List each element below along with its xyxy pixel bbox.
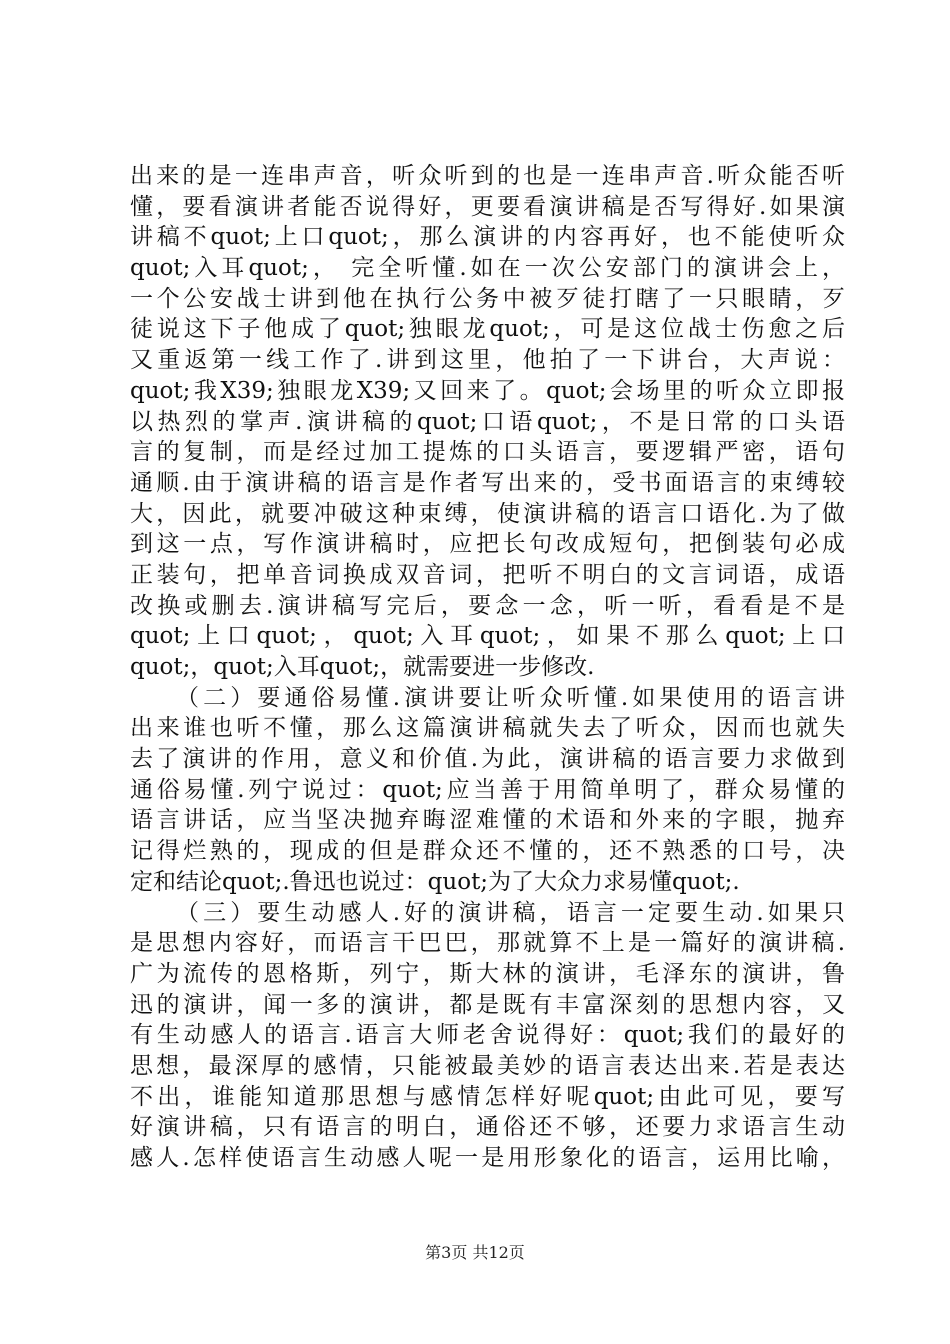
text-line: 懂，要看演讲者能否说得好，更要看演讲稿是否写得好.如果演: [130, 193, 845, 220]
text-line: 出来的是一连串声音，听众听到的也是一连串声音.听众能否听: [130, 163, 845, 189]
text-line: 以热烈的掌声.演讲稿的quot;口语quot;，不是日常的口头语: [130, 408, 845, 435]
text-line: 不出，谁能知道那思想与感情怎样好呢quot;由此可见，要写: [130, 1083, 845, 1110]
text-line: （二）要通俗易懂.演讲要让听众听懂.如果使用的语言讲: [176, 684, 845, 711]
text-line: 思想，最深厚的感情，只能被最美妙的语言表达出来.若是表达: [130, 1052, 845, 1079]
text-line: 有生动感人的语言.语言大师老舍说得好：quot;我们的最好的: [130, 1022, 845, 1049]
text-line: 正装句，把单音词换成双音词，把听不明白的文言词语，成语: [130, 561, 845, 588]
text-line: 是思想内容好，而语言干巴巴，那就算不上是一篇好的演讲稿.: [130, 930, 845, 957]
text-line: quot;上口quot;，quot;入耳quot;，如果不那么quot;上口: [130, 623, 845, 650]
text-line: 出来谁也听不懂，那么这篇演讲稿就失去了听众，因而也就失: [130, 715, 845, 742]
text-line: 感人.怎样使语言生动感人呢一是用形象化的语言，运用比喻，: [130, 1145, 845, 1171]
text-line: 言的复制，而是经过加工提炼的口头语言，要逻辑严密，语句: [130, 439, 845, 466]
text-line: 大，因此，就要冲破这种束缚，使演讲稿的语言口语化.为了做: [130, 500, 845, 527]
text-line: 广为流传的恩格斯，列宁，斯大林的演讲，毛泽东的演讲，鲁: [130, 960, 845, 987]
text-line: 通俗易懂.列宁说过：quot;应当善于用简单明了，群众易懂的: [130, 776, 845, 803]
text-line: 通顺.由于演讲稿的语言是作者写出来的，受书面语言的束缚较: [130, 469, 845, 496]
text-line: （三）要生动感人.好的演讲稿，语言一定要生动.如果只: [176, 899, 845, 926]
text-line: 又重返第一线工作了.讲到这里，他拍了一下讲台，大声说：: [130, 347, 845, 374]
text-line: 迅的演讲，闻一多的演讲，都是既有丰富深刻的思想内容，又: [130, 991, 845, 1018]
text-line: 定和结论quot;.鲁迅也说过：quot;为了大众力求易懂quot;.: [130, 868, 740, 895]
text-line: 记得烂熟的，现成的但是群众还不懂的，还不熟悉的口号，决: [130, 838, 845, 865]
text-line: 徒说这下子他成了quot;独眼龙quot;，可是这位战士伤愈之后: [130, 316, 845, 343]
document-body: [130, 161, 845, 1174]
text-line: 一个公安战士讲到他在执行公务中被歹徒打瞎了一只眼睛，歹: [130, 285, 845, 312]
page-footer: 第3页 共12页: [425, 1243, 525, 1262]
text-line: quot;入耳quot;， 完全听懂.如在一次公安部门的演讲会上，: [130, 255, 845, 282]
text-line: 改换或删去.演讲稿写完后，要念一念，听一听，看看是不是: [130, 592, 845, 619]
text-line: 语言讲话，应当坚决抛弃晦涩难懂的术语和外来的字眼，抛弃: [130, 807, 845, 834]
text-line: 去了演讲的作用，意义和价值.为此，演讲稿的语言要力求做到: [130, 746, 845, 773]
text-line: 到这一点，写作演讲稿时，应把长句改成短句，把倒装句必成: [130, 531, 845, 558]
text-line: quot;我X39;独眼龙X39;又回来了。quot;会场里的听众立即报: [130, 377, 845, 404]
text-line: 讲稿不quot;上口quot;，那么演讲的内容再好，也不能使听众: [130, 224, 845, 251]
text-line: 好演讲稿，只有语言的明白，通俗还不够，还要力求语言生动: [130, 1114, 845, 1141]
text-line: quot;，quot;入耳quot;，就需要进一步修改.: [130, 654, 595, 680]
